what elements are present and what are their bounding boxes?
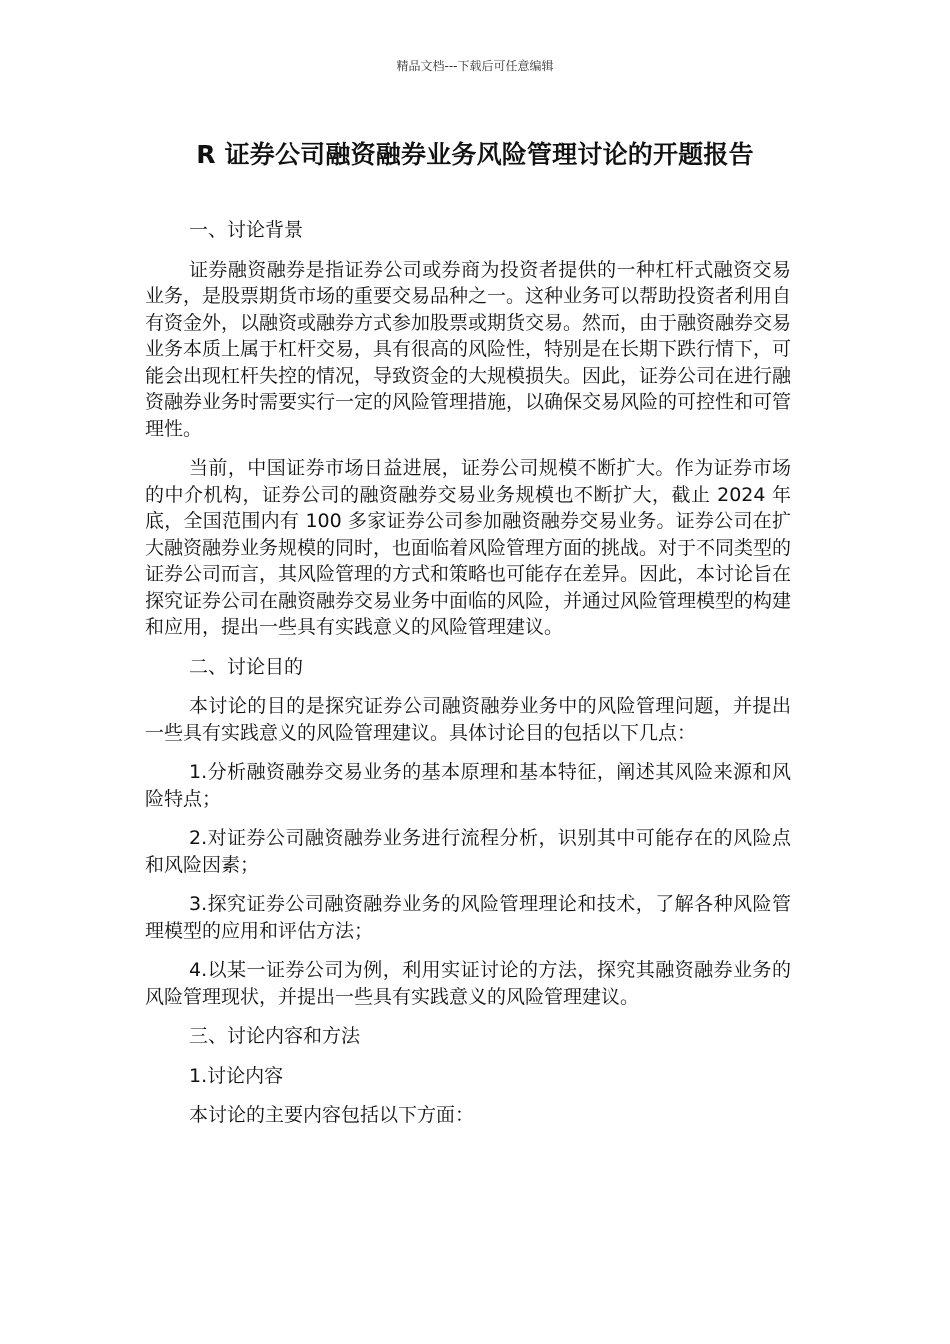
list-item-purpose-1: 1.分析融资融券交易业务的基本原理和基本特征，阐述其风险来源和风险特点；: [145, 761, 791, 810]
paragraph-content-intro: 本讨论的主要内容包括以下方面：: [189, 1104, 475, 1126]
list-item-purpose-4: 4.以某一证券公司为例，利用实证讨论的方法，探究其融资融券业务的风险管理现状，并提出一些具有实践意义的风险管理建议。: [145, 959, 791, 1008]
document-body: [145, 217, 791, 1142]
section-heading-content-method: 三、讨论内容和方法: [189, 1025, 361, 1047]
section-heading-background: 一、讨论背景: [189, 219, 304, 241]
paragraph-purpose-intro: 本讨论的目的是探究证券公司融资融券业务中的风险管理问题，并提出一些具有实践意义的风险管理建议。具体讨论目的包括以下几点：: [145, 695, 791, 744]
section-heading-purpose: 二、讨论目的: [189, 655, 304, 678]
page-header: 精品文档---下载后可任意编辑: [396, 59, 554, 73]
list-item-purpose-2: 2.对证券公司融资融券业务进行流程分析，识别其中可能存在的风险点和风险因素；: [145, 827, 791, 876]
document-title: R 证券公司融资融券业务风险管理讨论的开题报告: [196, 140, 754, 169]
paragraph-background-1: 证券融资融券是指证券公司或券商为投资者提供的一种杠杆式融资交易业务，是股票期货市场的重要交易品种之一。这种业务可以帮助投资者利用自有资金外，以融资或融券方式参加股票或期货交易。然而，由于融资融券交易业务本质上属于杠杆交易，具有很高的风险性，特别是在长期下跌行情下，可能会出现杠杆失控的情况，导致资金的大规模损失。因此，证券公司在进行融资融券业务时需要实行一定的风险管理措施，以确保交易风险的可控性和可管理性。: [145, 258, 792, 440]
subsection-heading-content: 1.讨论内容: [189, 1064, 284, 1087]
paragraph-background-2: 当前，中国证券市场日益进展，证券公司规模不断扩大。作为证券市场的中介机构，证券公司的融资融券交易业务规模也不断扩大，截止 2024 年底，全国范围内有 100 多家证券公司参加融资融券交易业务。证券公司在扩大融资融券业务规模的同时，也面临着风险管理方面的挑战。对于不同类型的证券公司而言，其风险管理的方式和策略也可能存在差异。因此，本讨论旨在探究证券公司在融资融券交易业务中面临的风险，并通过风险管理模型的构建和应用，提出一些具有实践意义的风险管理建议。: [145, 457, 792, 638]
list-item-purpose-3: 3.探究证券公司融资融券业务的风险管理理论和技术，了解各种风险管理模型的应用和评估方法；: [145, 893, 791, 942]
